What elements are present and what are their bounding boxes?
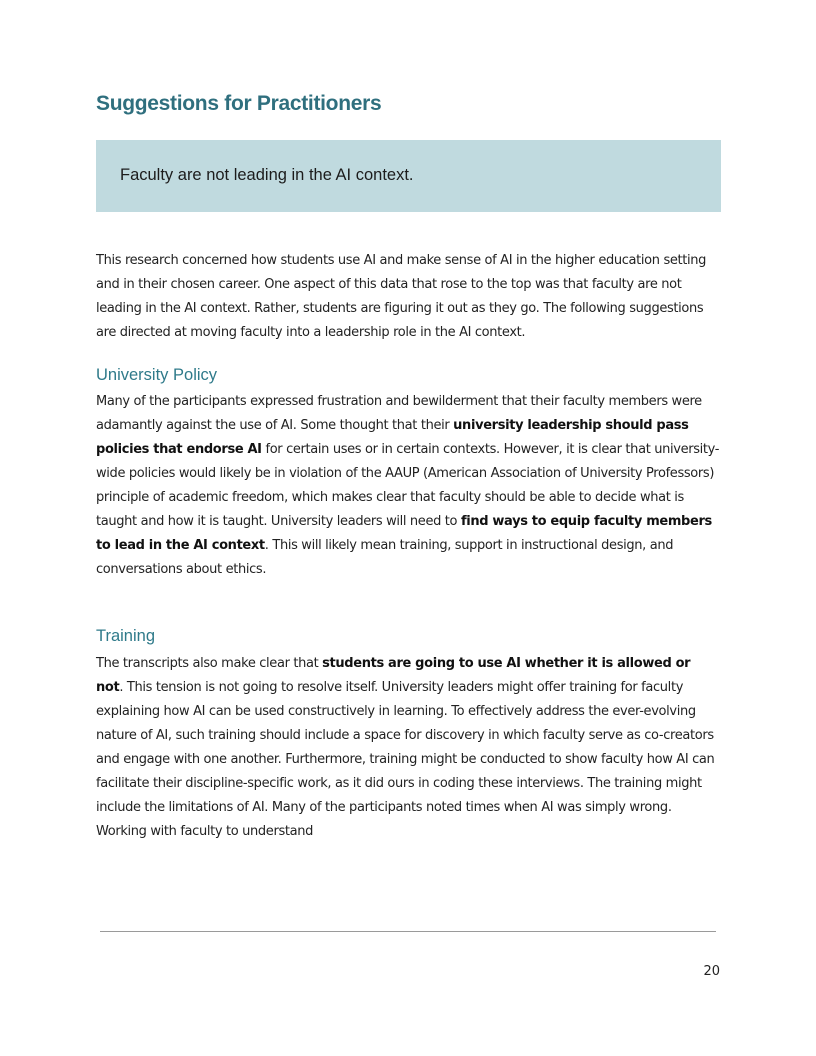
policy-text-1: Many of the participants expressed frustration and bewilderment that their faculty members were adamantly against the use of AI. Some thought that their: [96, 394, 702, 433]
policy-text-3: . This will likely mean training, support in instructional design, and conversations about ethics.: [96, 538, 674, 577]
callout-text: Faculty are not leading in the AI context.: [120, 166, 414, 184]
training-paragraph: [96, 652, 721, 844]
section-title: Suggestions for Practitioners: [96, 92, 382, 115]
callout-box: [96, 140, 721, 212]
university-policy-heading: University Policy: [96, 366, 218, 384]
training-bold-1: students are going to use AI whether it is allowed or not: [96, 656, 691, 695]
training-heading: Training: [96, 627, 155, 645]
policy-bold-1: university leadership should pass policies that endorse AI: [96, 418, 689, 457]
page-number: 20: [703, 964, 720, 979]
intro-paragraph: This research concerned how students use AI and make sense of AI in the higher education setting and in their chosen career. One aspect of this data that rose to the top was that faculty are not leading in the AI context. Rather, students are figuring it out as they go. The following suggestions are directed at moving faculty into a leadership role in the AI context.: [96, 253, 707, 340]
policy-text-2: for certain uses or in certain contexts. However, it is clear that university-wide policies would likely be in violation of the AAUP (American Association of University Professors) principle of academic freedom, which makes clear that faculty should be able to decide what is taught and how it is taught. University leaders will need to: [96, 442, 720, 529]
training-text-2: . This tension is not going to resolve itself. University leaders might offer training for faculty explaining how AI can be used constructively in learning. To effectively address the ever-evolving nature of AI, such training should include a space for discovery in which faculty serve as co-creators and engage with one another. Furthermore, training might be conducted to show faculty how AI can facilitate their discipline-specific work, as it did ours in coding these interviews. The training might include the limitations of AI. Many of the participants noted times when AI was simply wrong. Working with faculty to understand: [96, 680, 715, 839]
footer-divider: [100, 931, 716, 932]
university-policy-paragraph: [96, 390, 721, 582]
policy-bold-2: find ways to equip faculty members to lead in the AI context: [96, 514, 712, 553]
training-text-1: The transcripts also make clear that: [96, 656, 323, 671]
